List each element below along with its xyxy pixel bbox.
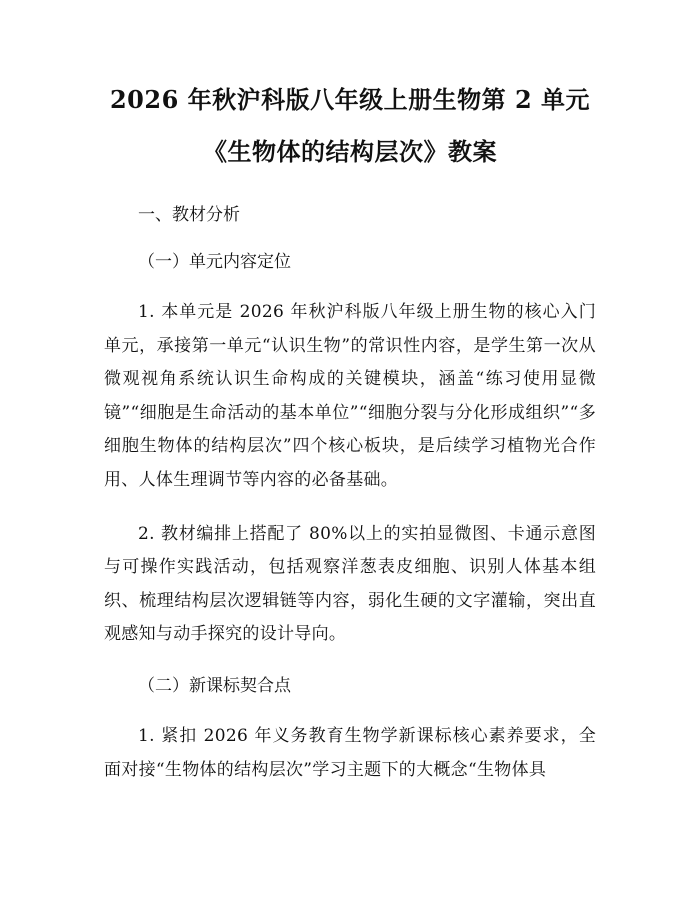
document-title [104,82,596,170]
title-line-2: 《生物体的结构层次》教案 [203,137,497,166]
paragraph-curriculum-alignment: 1. 紧扣 2026 年义务教育生物学新课标核心素养要求，全面对接“生物体的结构层次”学习主题下的大概念“生物体具 [104,725,596,780]
section-heading-textbook-analysis: 一、教材分析 [138,205,240,225]
subsection-heading-unit-positioning: （一）单元内容定位 [138,252,291,272]
subsection-heading-curriculum-alignment: （二）新课标契合点 [138,675,291,696]
paragraph-unit-overview: 1. 本单元是 2026 年秋沪科版八年级上册生物的核心入门单元，承接第一单元“认识生物”的常识性内容，是学生第一次从微观视角系统认识生命构成的关键模块，涵盖“练习使用显微镜”“细胞是生命活动的基本单位”“细胞分裂与分化形成组织”“多细胞生物体的结构层次”四个核心板块，是后续学习植物光合作用、人体生理调节等内容的必备基础。 [104,302,596,490]
paragraph-textbook-layout: 2. 教材编排上搭配了 80%以上的实拍显微图、卡通示意图与可操作实践活动，包括观察洋葱表皮细胞、识别人体基本组织、梳理结构层次逻辑链等内容，弱化生硬的文字灌输，突出直观感知与动手探究的设计导向。 [104,523,596,645]
title-line-1: 2026 年秋沪科版八年级上册生物第 2 单元 [109,85,591,114]
